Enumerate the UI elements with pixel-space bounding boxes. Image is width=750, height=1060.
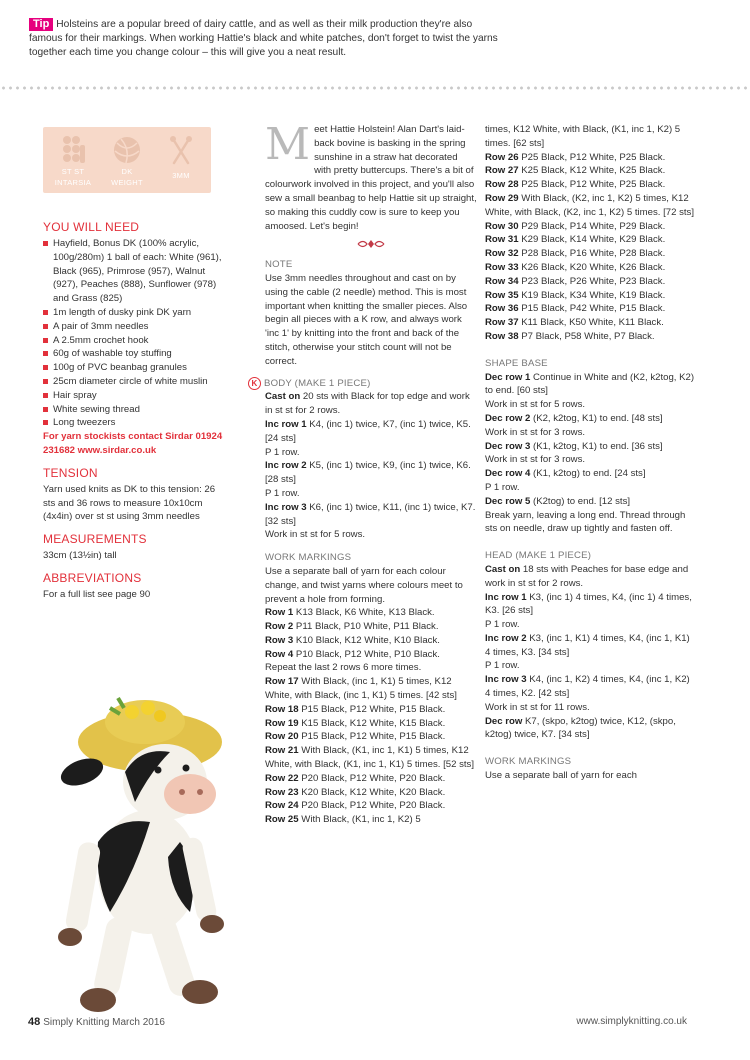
instruction-line: Row 32 P28 Black, P16 White, P28 Black. [485, 248, 666, 260]
instruction-line: Row 19 K15 Black, K12 White, K15 Black. [265, 717, 446, 729]
instruction-line: Dec row K7, (skpo, k2tog) twice, K12, (skpo, k2tog) twice, K7. [34 sts] [485, 715, 676, 741]
work-markings-2-heading: WORK MARKINGS [485, 756, 572, 768]
list-item: 1m length of dusky pink DK yarn [43, 306, 223, 320]
tip-text: Holsteins are a popular breed of dairy cattle, and as well as their milk production they're also famous for their markings. When working Hattie's black and white patches, don't forget to twist the yarns together each time you change colour – this will give you a neat result. [29, 19, 498, 58]
instruction-line: Work in st st for 3 rows. [485, 426, 586, 438]
list-item: 25cm diameter circle of white muslin [43, 375, 223, 389]
instruction-line: Cast on 20 sts with Black for top edge and work in st st for 2 rows. [265, 391, 470, 417]
instruction-line: Inc row 3 K4, (inc 1, K2) 4 times, K4, (inc 1, K2) 4 times, K2. [42 sts] [485, 674, 690, 700]
instruction-line: Row 4 P10 Black, P12 White, P10 Black. [265, 648, 440, 660]
instruction-line: Break yarn, leaving a long end. Thread through sts on needle, draw up tightly and fasten off. [485, 509, 686, 535]
shape-base-heading: SHAPE BASE [485, 357, 548, 369]
instruction-line: P 1 row. [265, 487, 300, 499]
middle-column [251, 119, 477, 827]
stockists-text: For yarn stockists contact Sirdar 01924 231682 www.sirdar.co.uk [43, 431, 223, 456]
instruction-line: Use a separate ball of yarn for each colour change, and twist yarns where colours meet to prevent a hole from forming. [265, 565, 463, 605]
list-item: White sewing thread [43, 403, 223, 417]
instruction-line: Work in st st for 5 rows. [265, 529, 366, 541]
stitch-label-1: ST ST [61, 167, 85, 176]
abbreviations-heading: ABBREVIATIONS [43, 570, 142, 585]
weight-info [101, 135, 153, 187]
measurements-text: 33cm (13½in) tall [43, 550, 117, 562]
head [57, 744, 216, 820]
instruction-line: P 1 row. [485, 481, 520, 493]
work-markings-2-text: Use a separate ball of yarn for each [485, 770, 637, 782]
instruction-line: Dec row 4 (K1, k2tog) to end. [24 sts] [485, 468, 646, 480]
instruction-line: Work in st st for 3 rows. [485, 454, 586, 466]
instruction-line: Row 38 P7 Black, P58 White, P7 Black. [485, 330, 655, 342]
instruction-line: times, K12 White, with Black, (K1, inc 1, K2) 5 times. [62 sts] [485, 124, 681, 149]
instruction-line: Dec row 5 (K2tog) to end. [12 sts] [485, 495, 631, 507]
note-heading: NOTE [265, 259, 293, 271]
instruction-line: Row 34 P23 Black, P26 White, P23 Black. [485, 275, 666, 287]
instruction-line: Repeat the last 2 rows 6 more times. [265, 662, 422, 674]
instruction-line: Row 33 K26 Black, K20 White, K26 Black. [485, 261, 666, 273]
intro [265, 119, 477, 233]
list-item: Hair spray [43, 389, 223, 403]
instruction-line: Cast on 18 sts with Peaches for base edge and work in st st for 2 rows. [485, 563, 689, 589]
list-item: A 2.5mm crochet hook [43, 334, 223, 348]
measurements-heading: MEASUREMENTS [43, 532, 147, 547]
shape-base-instructions [485, 371, 697, 537]
instruction-line: Inc row 2 K5, (inc 1) twice, K9, (inc 1) twice, K6. [28 sts] [265, 460, 471, 486]
right-column [485, 123, 697, 783]
left-column [43, 220, 223, 602]
instruction-line: Work in st st for 5 rows. [485, 399, 586, 411]
stitch-info [47, 135, 99, 187]
instruction-line: Inc row 1 K3, (inc 1) 4 times, K4, (inc 1) 4 times, K3. [26 sts] [485, 591, 692, 617]
list-item: 60g of washable toy stuffing [43, 347, 223, 361]
instruction-line: Row 3 K10 Black, K12 White, K10 Black. [265, 634, 440, 646]
instruction-line: P 1 row. [485, 619, 520, 631]
work-markings-instructions [265, 565, 477, 827]
note-text: Use 3mm needles throughout and cast on by using the cable (2 needle) method. This is most important when knitting the smaller pieces. Also begin all pieces with a K row, and always work 'inc 1' by knitting into the front and back of the stitch, otherwise your stitch count will not be correct. [265, 272, 468, 367]
instruction-line: Dec row 2 (K2, k2tog, K1) to end. [48 sts] [485, 412, 663, 424]
instruction-line: Row 21 With Black, (K1, inc 1, K1) 5 times, K12 White, with Black, (K1, inc 1, K1) 5 times. [52 sts] [265, 745, 475, 771]
work-markings-heading: WORK MARKINGS [265, 552, 352, 564]
instruction-line: Inc row 3 K6, (inc 1) twice, K11, (inc 1) twice, K7. [32 sts] [265, 501, 476, 527]
instruction-line: Inc row 2 K3, (inc 1, K1) 4 times, K4, (inc 1, K1) 4 times, K3. [34 sts] [485, 632, 690, 658]
instruction-line: Row 29 With Black, (K2, inc 1, K2) 5 times, K12 White, with Black, (K2, inc 1, K2) 5 times. [72 sts] [485, 192, 695, 218]
needles-icon [168, 135, 194, 165]
instruction-line: Row 2 P11 Black, P10 White, P11 Black. [265, 621, 439, 633]
instruction-line: Dec row 3 (K1, k2tog, K1) to end. [36 sts] [485, 440, 663, 452]
body [58, 810, 224, 946]
instruction-line: Inc row 1 K4, (inc 1) twice, K7, (inc 1) twice, K5. [24 sts] [265, 418, 471, 444]
instruction-line: P 1 row. [485, 660, 520, 672]
tip-badge: Tip [29, 18, 53, 31]
work-markings-continued [485, 123, 697, 344]
head-instructions [485, 563, 697, 742]
list-item: Hayfield, Bonus DK (100% acrylic, 100g/280m) 1 ball of each: White (961), Black (965), Primrose (957), Walnut (927), Peaches (888), Sunflower (978) and Grass (825) [43, 237, 223, 306]
instruction-line: Row 17 With Black, (inc 1, K1) 5 times, K12 White, with Black, (inc 1, K1) 5 times. [42 sts] [265, 676, 457, 702]
list-item: Long tweezers [43, 416, 223, 430]
yarn-ball-icon [112, 135, 142, 165]
instruction-line: P 1 row. [265, 446, 300, 458]
needle-info [155, 135, 207, 180]
instruction-line: Row 1 K13 Black, K6 White, K13 Black. [265, 607, 435, 619]
list-item: A pair of 3mm needles [43, 320, 223, 334]
dotted-divider [0, 86, 750, 90]
weight-label-2: WEIGHT [111, 178, 143, 187]
tip-box [29, 18, 499, 60]
magazine-issue: Simply Knitting March 2016 [43, 1017, 165, 1028]
instruction-line: Row 18 P15 Black, P12 White, P15 Black. [265, 703, 446, 715]
cow-toy-image [40, 692, 240, 1022]
stitch-icon [60, 135, 86, 165]
body-heading-row [251, 377, 477, 391]
instruction-line: Work in st st for 11 rows. [485, 701, 590, 713]
weight-label-1: DK [121, 167, 133, 176]
instruction-line: Row 36 P15 Black, P42 White, P15 Black. [485, 303, 666, 315]
knit-mark-icon: K [248, 377, 261, 390]
instruction-line: Row 25 With Black, (K1, inc 1, K2) 5 [265, 814, 421, 826]
instruction-line: Row 35 K19 Black, K34 White, K19 Black. [485, 289, 666, 301]
abbreviations-text: For a full list see page 90 [43, 588, 151, 600]
instruction-line: Row 26 P25 Black, P12 White, P25 Black. [485, 151, 666, 163]
tension-text: Yarn used knits as DK to this tension: 26 sts and 36 rows to measure 10x10cm (4x4in) over st st using 3mm needles [43, 483, 216, 523]
body-heading: BODY (MAKE 1 PIECE) [264, 377, 371, 389]
instruction-line: Dec row 1 Continue in White and (K2, k2tog, K2) to end. [60 sts] [485, 371, 695, 397]
instruction-line: Row 30 P29 Black, P14 White, P29 Black. [485, 220, 666, 232]
instruction-line: Row 27 K25 Black, K12 White, K25 Black. [485, 165, 666, 177]
tension-heading: TENSION [43, 465, 98, 480]
instruction-line: Row 22 P20 Black, P12 White, P20 Black. [265, 772, 446, 784]
footer-url[interactable]: www.simplyknitting.co.uk [576, 1016, 687, 1027]
materials-list [43, 237, 223, 430]
needle-label: 3MM [172, 171, 190, 180]
instruction-line: Row 37 K11 Black, K50 White, K11 Black. [485, 317, 664, 329]
instruction-line: Row 23 K20 Black, K12 White, K20 Black. [265, 786, 446, 798]
instruction-line: Row 24 P20 Black, P12 White, P20 Black. [265, 800, 446, 812]
body-instructions [265, 390, 477, 542]
ornament-icon [265, 239, 477, 254]
instruction-line: Row 28 P25 Black, P12 White, P25 Black. [485, 179, 666, 191]
list-item: 100g of PVC beanbag granules [43, 361, 223, 375]
stitch-label-2: INTARSIA [54, 178, 92, 187]
drop-cap: M [265, 119, 311, 170]
head-heading: HEAD (MAKE 1 PIECE) [485, 550, 592, 562]
instruction-line: Row 20 P15 Black, P12 White, P15 Black. [265, 731, 446, 743]
intro-text: eet Hattie Holstein! Alan Dart's laid-back bovine is basking in the spring sunshine in a straw hat decorated with pretty buttercups. There's a bit of colourwork involved in this project, and you'll also sew a small beanbag to help Hattie sit up straight, so making this cuddly cow is sure to keep you amoosed. Let's begin! [265, 124, 477, 232]
you-will-need-heading: YOU WILL NEED [43, 220, 140, 234]
yarn-info-box [43, 127, 211, 193]
instruction-line: Row 31 K29 Black, K14 White, K29 Black. [485, 234, 666, 246]
page-number: 48 [28, 1016, 41, 1028]
footer-left [28, 1016, 165, 1028]
